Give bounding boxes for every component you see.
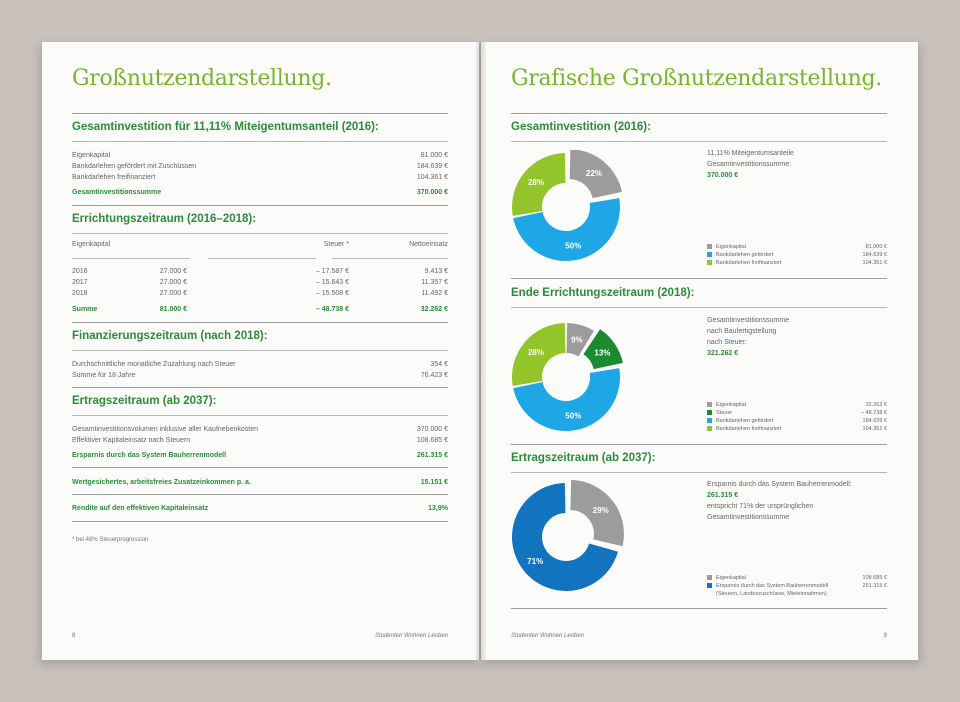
yield-value: 13,9% — [428, 505, 448, 512]
slice-label: 28% — [527, 348, 544, 358]
tax-cell: – 15.508 € — [315, 290, 349, 297]
legend-item: Eigenkapital 81.000 € — [707, 244, 887, 252]
row-label: Summe für 18 Jahre — [72, 372, 136, 379]
ek-cell: 27.000 € — [159, 290, 187, 297]
row-label: Gesamtinvestitionsvolumen inklusive aller Kaufnebenkosten — [72, 426, 258, 433]
right-page — [481, 42, 918, 660]
info-line: Ersparnis durch das System Bauherrenmodell: — [707, 481, 852, 488]
section-heading: Finanzierungszeitraum (nach 2018): — [72, 330, 268, 342]
donut-chart-investment — [511, 150, 631, 270]
info-value: 261.315 € — [707, 492, 739, 499]
info-value: 321.262 € — [707, 350, 739, 357]
tax-cell: – 15.643 € — [315, 279, 349, 286]
legend-item: Bankdarlehen freifinanziert 104.361 € — [707, 426, 887, 434]
legend-item: Steuer – 48.738 € — [707, 410, 887, 418]
year-cell: 2017 — [72, 279, 88, 286]
section-heading: Gesamtinvestition für 11,11% Miteigentumsanteil (2016): — [72, 121, 379, 133]
left-page — [42, 42, 479, 660]
row-value: 108.685 € — [416, 437, 448, 444]
legend-note: (Steuern, Landeszuschüsse, Mieteinnahmen) — [716, 591, 827, 597]
slice-label: 71% — [527, 556, 544, 566]
running-title: Studenten Wohnen Leoben — [511, 633, 585, 639]
year-cell: 2016 — [72, 268, 88, 275]
row-value: 104.361 € — [416, 174, 448, 181]
tax-cell: – 17.587 € — [315, 268, 349, 275]
slice-label: 29% — [592, 506, 609, 516]
page-number: 9 — [883, 633, 887, 639]
row-label: Bankdarlehen freifinanziert — [72, 174, 156, 181]
row-label: Bankdarlehen gefördert mit Zuschüssen — [72, 163, 197, 170]
income-value: 15.151 € — [420, 479, 448, 486]
slice-label: 9% — [571, 335, 583, 345]
sum-ek: 81.000 € — [159, 306, 187, 313]
chart-heading: Gesamtinvestition (2016): — [511, 121, 651, 133]
chart-info — [707, 479, 852, 523]
slice-label: 50% — [565, 241, 582, 251]
row-value: 184.639 € — [416, 163, 448, 170]
total-label: Gesamtinvestitionssumme — [72, 189, 162, 196]
slice-label: 50% — [565, 411, 582, 421]
legend-item: Bankdarlehen gefördert 184.639 € — [707, 418, 887, 426]
legend — [707, 402, 887, 434]
legend-item: Eigenkapital 108.685 € — [707, 575, 887, 583]
ek-cell: 27.000 € — [159, 268, 187, 275]
slice-label: 28% — [527, 178, 544, 188]
ek-cell: 27.000 € — [159, 279, 187, 286]
legend-item: Bankdarlehen freifinanziert 104.361 € — [707, 260, 887, 268]
book-gutter — [476, 42, 486, 660]
info-value: 370.000 € — [707, 172, 739, 179]
row-value: 354 € — [430, 361, 448, 368]
chart-info — [707, 148, 794, 181]
chart-heading: Ende Errichtungszeitraum (2018): — [511, 287, 695, 299]
net-cell: 11.492 € — [421, 290, 448, 297]
section-heading: Ertragszeitraum (ab 2037): — [72, 395, 217, 407]
year-cell: 2018 — [72, 290, 88, 297]
slice-label: 22% — [586, 169, 603, 179]
page-title: Grafische Großnutzendarstellung. — [511, 66, 882, 91]
info-line: 11,11% Miteigentumsanteile — [707, 150, 794, 157]
info-line: entspricht 71% der ursprünglichen — [707, 503, 814, 510]
column-header: Steuer * — [323, 241, 349, 248]
chart-info — [707, 315, 789, 359]
sum-net: 32.262 € — [420, 306, 448, 313]
donut-chart-construction — [511, 320, 631, 440]
row-label: Durchschnittliche monatliche Zuzahlung nach Steuer — [72, 361, 236, 368]
savings-value: 261.315 € — [416, 452, 448, 459]
legend-item: Bankdarlehen gefördert 184.639 € — [707, 252, 887, 260]
row-label: Effektiver Kapitaleinsatz nach Steuern — [72, 437, 191, 444]
donut-chart-yield — [511, 480, 631, 600]
running-title: Studenten Wohnen Leoben — [374, 633, 448, 639]
info-line: nach Steuer: — [707, 339, 747, 346]
info-line: Gesamtinvestitionssumme: — [707, 161, 792, 168]
row-value: 76.423 € — [420, 372, 448, 379]
page-title: Großnutzendarstellung. — [72, 66, 332, 91]
savings-label: Ersparnis durch das System Bauherrenmodell — [72, 452, 227, 459]
legend — [707, 244, 887, 268]
yield-label: Rendite auf den effektiven Kapitaleinsatz — [72, 505, 209, 512]
legend-item: Ersparnis durch das System Bauherrenmodell 261.315 € — [707, 583, 887, 591]
page-number: 8 — [72, 633, 76, 639]
column-header: Eigenkapital — [72, 241, 111, 248]
chart-heading: Ertragszeitraum (ab 2037): — [511, 452, 656, 464]
column-header: Nettoeinsatz — [409, 241, 448, 248]
section-heading: Errichtungszeitraum (2016–2018): — [72, 213, 257, 225]
info-line: Gesamtinvestitionssumme — [707, 514, 790, 521]
info-line: Gesamtinvestitionssumme — [707, 317, 790, 324]
info-line: nach Baufertigstellung — [707, 328, 777, 335]
income-label: Wertgesichertes, arbeitsfreies Zusatzeinkommen p. a. — [72, 479, 251, 486]
slice-label: 13% — [594, 348, 611, 358]
legend — [707, 575, 887, 599]
total-value: 370.000 € — [416, 189, 448, 196]
net-cell: 9.413 € — [424, 268, 448, 275]
row-value: 370.000 € — [416, 426, 448, 433]
footnote: * bei 48% Steuerprogression — [72, 537, 149, 543]
row-label: Eigenkapital — [72, 152, 111, 159]
net-cell: 11.357 € — [421, 279, 448, 286]
row-value: 81.000 € — [420, 152, 448, 159]
sum-label: Summe — [72, 306, 98, 313]
legend-item: Eigenkapital 32.262 € — [707, 402, 887, 410]
sum-tax: – 48.738 € — [315, 306, 349, 313]
